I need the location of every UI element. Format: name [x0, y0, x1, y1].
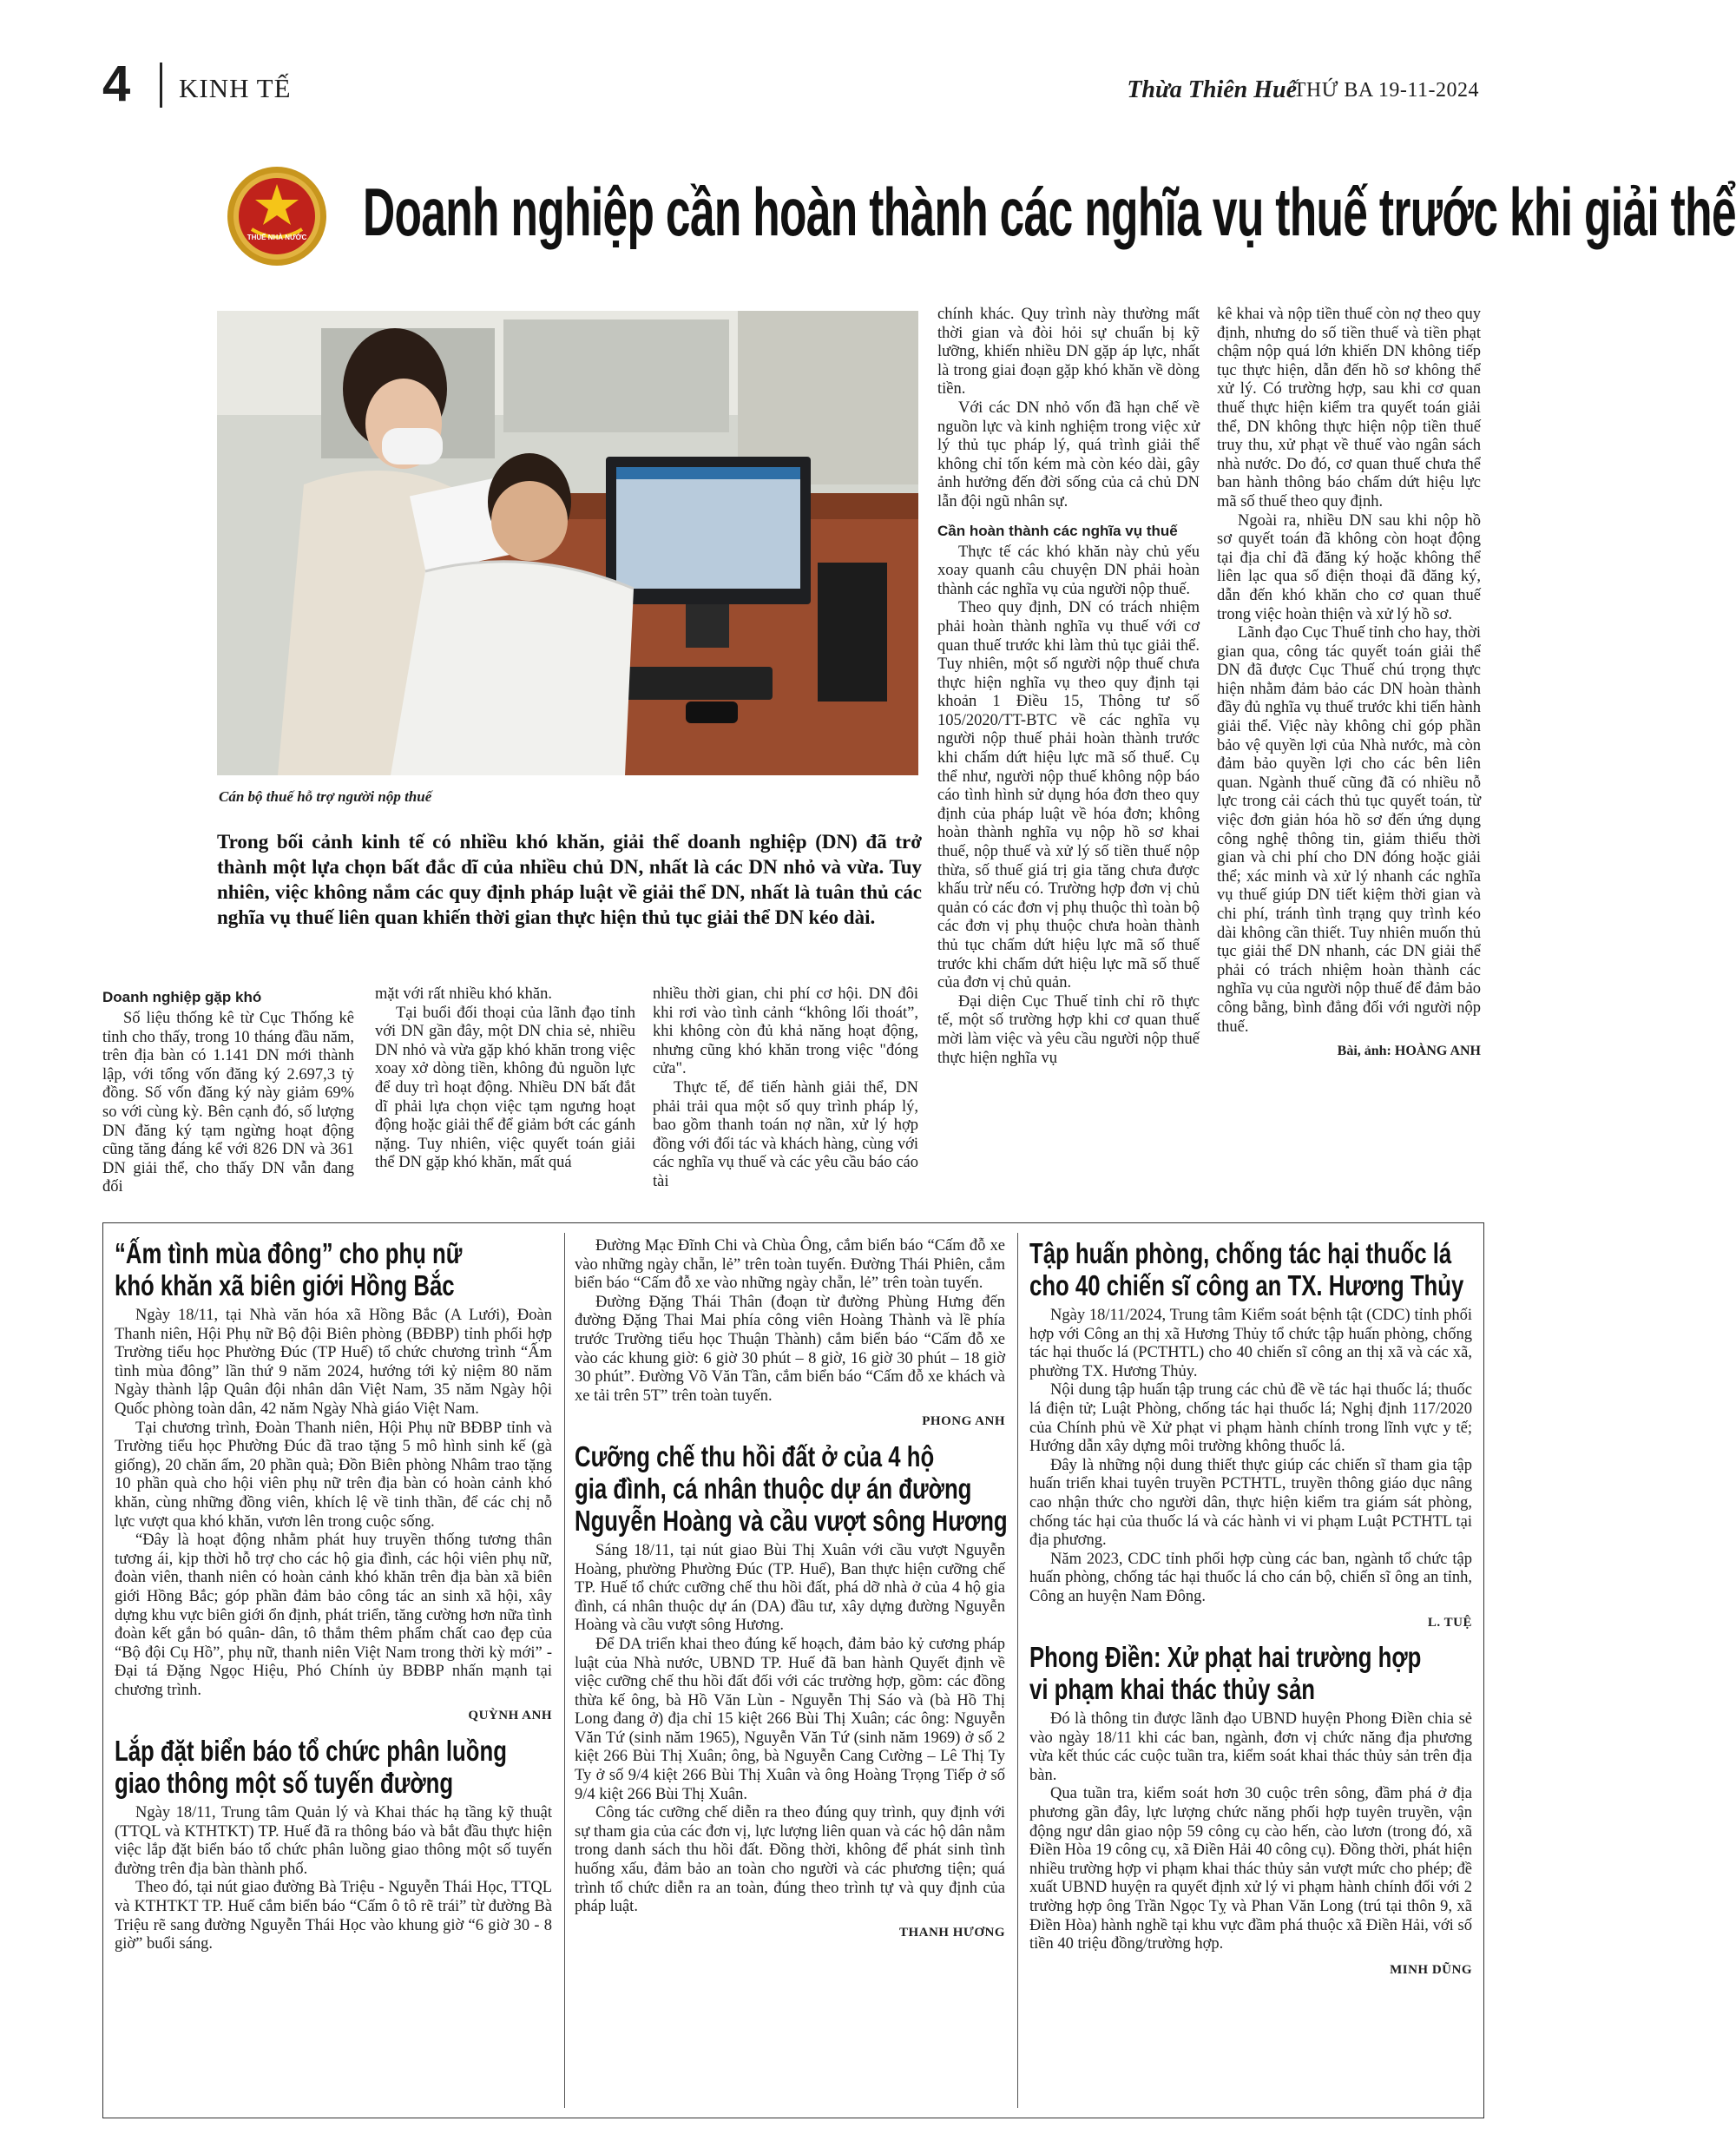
- story-title-5: Phong Điền: Xử phạt hai trường hợp vi phạm khai thác thủy sản: [1029, 1641, 1422, 1706]
- story-title-2: Lắp đặt biển báo tổ chức phân luồng giao thông một số tuyến đường: [115, 1735, 507, 1800]
- paragraph: Lãnh đạo Cục Thuế tỉnh cho hay, thời gian qua, công tác quyết toán giải thể DN đã được Cục Thuế chú trọng thực hiện nhằm đảm bảo các DN hoàn thành đầy đủ nghĩa vụ thuế trước khi tiến hành giải thể. Việc này không chỉ góp phần bảo vệ quyền lợi của Nhà nước, mà còn đảm bảo quyền lợi cho các bên liên quan. Ngành thuế cũng đã có nhiều nỗ lực trong cải cách thủ tục quyết toán, từ việc đơn giản hóa hồ sơ đến ứng dụng công nghệ thông tin, giảm thiểu thời gian và chi phí cho DN đóng hoặc giải thể; xác minh và xử lý nhanh các nghĩa vụ thuế giúp DN tiết kiệm thời gian và chi phí, tránh tình trạng quy trình kéo dài không cần thiết. Tuy nhiên muốn thủ tục giải thể DN nhanh, các DN giải thể phải có trách nhiệm hoàn thành các nghĩa vụ của người nộp thuế để đảm bảo công bằng, bình đẳng đối với người nộp thuế.: [1217, 624, 1481, 1036]
- headline: Doanh nghiệp cần hoàn thành các nghĩa vụ thuế trước khi giải thể: [363, 174, 1736, 250]
- paragraph: Đường Mạc Đĩnh Chi và Chùa Ông, cắm biển báo “Cấm đỗ xe vào những ngày chẵn, lẻ” trên toàn tuyến. Đường Thái Phiên, cắm biển báo “Cấm đỗ xe vào những ngày chẵn, lẻ” trên toàn tuyến.: [575, 1237, 1005, 1293]
- paragraph: Thực tế, để tiến hành giải thể, DN phải trải qua một số quy trình pháp lý, bao gồm thanh toán nợ nần, xử lý hợp đồng với đối tác và khách hàng, cùng với các nghĩa vụ thuế và các yêu cầu báo cáo tài: [653, 1078, 918, 1190]
- paragraph: kê khai và nộp tiền thuế còn nợ theo quy định, nhưng do số tiền thuế và tiền phạt chậm nộp quá lớn khiến DN không tiếp tục thực hiện, dẫn đến hồ sơ không thể xử lý. Có trường hợp, sau khi cơ quan thuế thực hiện kiểm tra quyết toán giải thể, DN không thực hiện nộp tiền thuế truy thu, xử phạt về thuế vào ngân sách nhà nước. Do đó, cơ quan thuế chưa thể ban hành thông báo chấm dứt hiệu lực mã số thuế theo quy định.: [1217, 306, 1481, 511]
- paragraph: Với các DN nhỏ vốn đã hạn chế về nguồn lực và kinh nghiệm trong việc xử lý thủ tục pháp lý, quá trình giải thể không chỉ tốn kém mà còn kéo dài, gây ảnh hưởng đến đời sống của cả chủ DN lẫn đội ngũ nhân sự.: [937, 399, 1200, 511]
- paragraph: Sáng 18/11, tại nút giao Bùi Thị Xuân với cầu vượt Nguyễn Hoàng, phường Phường Đúc (TP. Huế), Ban thực hiện cưỡng chế TP. Huế tổ chức cưỡng chế thu hồi đất, phá dỡ nhà ở của 4 hộ gia đình, cá nhân thuộc dự án (DA) đầu tư, xây dựng đường Nguyễn Hoàng và cầu vượt sông Hương.: [575, 1541, 1005, 1635]
- paragraph: Theo quy định, DN có trách nhiệm phải hoàn thành nghĩa vụ thuế với cơ quan thuế trước khi làm thủ tục giải thể. Tuy nhiên, một số người nộp thuế chưa thực hiện nghĩa vụ theo quy định tại khoản 1 Điều 15, Thông tư số 105/2020/TT-BTC về các nghĩa vụ người nộp thuế phải hoàn thành trước khi chấm dứt hiệu lực mã số thuế. Cụ thể như, người nộp thuế không nộp báo cáo tình hình sử dụng hóa đơn theo quy định của pháp luật về hóa đơn; không hoàn thành nghĩa vụ nộp hồ sơ khai thuế, nộp thuế và xử lý số tiền thuế nộp thừa, số thuế giá trị gia tăng chưa được khấu trừ nếu có. Trường hợp đơn vị chủ quản có các đơn vị phụ thuộc thì toàn bộ các đơn vị phụ thuộc chưa hoàn thành thủ tục chấm dứt hiệu lực mã số thuế trước khi chấm dứt hiệu lực mã số thuế của đơn vị chủ quản.: [937, 599, 1200, 992]
- page-number: 4: [102, 56, 131, 112]
- story-byline-5: MINH DŨNG: [1390, 1962, 1472, 1977]
- paragraph: Công tác cưỡng chế diễn ra theo đúng quy trình, quy định với sự tham gia của các đơn vị, lực lượng liên quan và các hộ dân nằm trong danh sách thu hồi đất. Đồng thời, không để phát sinh tình huống xấu, đảm bảo an toàn cho người và các phương tiện; quá trình tổ chức diễn ra an toàn, đúng theo trình tự và quy định của pháp luật.: [575, 1804, 1005, 1916]
- subheading-1: Doanh nghiệp gặp khó: [102, 989, 262, 1005]
- story-byline-3: THANH HƯƠNG: [898, 1925, 1005, 1940]
- article-column-2: [375, 985, 635, 1173]
- story-byline-1: QUỲNH ANH: [468, 1709, 552, 1723]
- paragraph: chính khác. Quy trình này thường mất thời gian và đòi hỏi sự chuẩn bị kỹ lưỡng, khiến nhiều DN gặp áp lực, nhất là trong giai đoạn gặp khó khăn về dòng tiền.: [937, 306, 1200, 399]
- article-credit: Bài, ảnh: HOÀNG ANH: [1337, 1044, 1481, 1059]
- story-title-3: Cưỡng chế thu hồi đất ở của 4 hộ gia đình, cá nhân thuộc dự án đường Nguyễn Hoàng và cầu vượt sông Hương: [575, 1439, 1008, 1537]
- paragraph: Tại chương trình, Đoàn Thanh niên, Hội Phụ nữ BĐBP tỉnh và Trường tiểu học Phường Đúc đã trao tặng 5 mô hình sinh kế (gà giống), 20 chăn ấm, 20 phần quà; Đồn Biên phòng Nhâm trao tặng 10 phần quà cho hội viên phụ nữ trên địa bàn có hoàn cảnh khó khăn, cùng những đồng viên, khích lệ về tinh thần, để các chị nỗ lực vượt qua khó khăn, vươn lên trong cuộc sống.: [115, 1419, 552, 1531]
- story-title-4: Tập huấn phòng, chống tác hại thuốc lá cho 40 chiến sĩ công an TX. Hương Thủy: [1029, 1237, 1464, 1301]
- news-column-middle: [575, 1237, 1008, 1951]
- logo-text: THUẾ NHÀ NƯỚC: [247, 234, 307, 241]
- paragraph: Ngày 18/11, Trung tâm Quản lý và Khai thác hạ tầng kỹ thuật (TTQL và KTHTKT) TP. Huế đã ra thông báo và bắt đầu thực hiện việc lắp đặt biển báo tổ chức phân luồng giao thông một số tuyến đường trên địa bàn thành phố.: [115, 1804, 552, 1878]
- story-byline-2: PHONG ANH: [922, 1414, 1005, 1429]
- publication-date: THỨ BA 19-11-2024: [1292, 79, 1479, 102]
- paragraph: “Đây là hoạt động nhằm phát huy truyền thống tương thân tương ái, kịp thời hỗ trợ cho các hộ gia đình, các hội viên phụ nữ, đoàn viên, thanh niên có hoàn cảnh khó khăn trên địa bàn xã biên giới Hồng Bắc; góp phần đảm bảo công tác an sinh xã hội, xây dựng khu vực biên giới ổn định, phát triển, tăng cường hơn nữa tình đoàn kết gắn bó quân- dân, tô thắm thêm phẩm chất cao đẹp của “Bộ đội Cụ Hồ”, phụ nữ, thanh niên Việt Nam trong thời kỳ mới” - Đại tá Đặng Ngọc Hiệu, Phó Chính ủy BĐBP nhấn mạnh tại chương trình.: [115, 1532, 552, 1699]
- article-column-4: [937, 306, 1200, 1068]
- article-photo: [217, 311, 918, 775]
- tax-department-logo-icon: [226, 165, 328, 267]
- paragraph: Đại diện Cục Thuế tỉnh chỉ rõ thực tế, một số trường hợp khi cơ quan thuế mời làm việc và yêu cầu người nộp thuế thực hiện nghĩa vụ: [937, 992, 1200, 1067]
- paragraph: Năm 2023, CDC tỉnh phối hợp cùng các ban, ngành tổ chức tập huấn phòng, chống tác hại thuốc lá cho cán bộ, chiến sĩ ông an tỉnh, Công an huyện Nam Đông.: [1029, 1550, 1472, 1605]
- publication-name: Thừa Thiên Huế: [1127, 76, 1297, 103]
- paragraph: Thực tế các khó khăn này chủ yếu xoay quanh câu chuyện DN phải hoàn thành các nghĩa vụ của người nộp thuế.: [937, 543, 1200, 598]
- news-column-left: [115, 1237, 552, 1954]
- column-divider: [564, 1233, 565, 2108]
- story-byline-4: L. TUỆ: [1427, 1615, 1472, 1630]
- paragraph: Ngoài ra, nhiều DN sau khi nộp hồ sơ quyết toán đã không còn hoạt động tại địa chỉ đã đăng ký hoặc không thể liên lạc qua số điện thoại đã đăng ký, dẫn đến khó khăn cho cơ quan thuế trong việc hoàn thiện và xử lý hồ sơ.: [1217, 511, 1481, 623]
- paragraph: Để DA triển khai theo đúng kế hoạch, đảm bảo kỷ cương pháp luật của Nhà nước, UBND TP. Huế đã ban hành Quyết định về việc cưỡng chế thu hồi đất đối với các trường hợp, gồm: các đồng thừa kế ông, bà Hồ Văn Lùn - Nguyễn Thị Sáo và (bà Hồ Thị Long đang ở) địa chỉ 15 kiệt 266 Bùi Thị Xuân; các ông: Nguyễn Văn Tứ (sinh năm 1965), Nguyễn Văn Tứ (sinh năm 1969) ở số 2 kiệt 266 Bùi Thị Xuân; ông, bà Nguyễn Cang Cường – Lê Thị Ty Ty ở số 9/4 kiệt 266 Bùi Thị Xuân và ông Hoàng Trọng Tiếp ở số 9/4 kiệt 266 Bùi Thị Xuân.: [575, 1635, 1005, 1803]
- paragraph: Qua tuần tra, kiểm soát hơn 30 cuộc trên sông, đầm phá ở địa phương gần đây, lực lượng chức năng phối hợp tuyên truyền, vận động ngư dân giao nộp 59 công cụ cào hến, cào lươn (trong đó, xã Điền Hòa 19 công cụ, xã Điền Hải 40 công cụ). Đồng thời, phát hiện nhiều trường hợp vi phạm khai thác thủy sản vượt mức cho phép; đề xuất UBND huyện ra quyết định xử lý vi phạm hành chính đối với 2 trường hợp ông Trần Ngọc Tỵ và Phan Văn Long (trú tại thôn 9, xã Điền Hòa) hành nghề tại khu vực đầm phá thuộc xã Điền Hải, với số tiền 40 triệu đồng/trường hợp.: [1029, 1785, 1472, 1953]
- paragraph: Ngày 18/11, tại Nhà văn hóa xã Hồng Bắc (A Lưới), Đoàn Thanh niên, Hội Phụ nữ Bộ đội Biên phòng (BĐBP) tỉnh phối hợp Trường tiểu học Phường Đúc (TP Huế) tổ chức chương trình “Ấm tình mùa đông” lần thứ 9 năm 2024, hướng tới kỷ niệm 80 năm Ngày thành lập Quân đội nhân dân Việt Nam, 35 năm Ngày hội Quốc phòng toàn dân, 42 năm Ngày Nhà giáo Việt Nam.: [115, 1307, 552, 1418]
- story-title-1: “Ấm tình mùa đông” cho phụ nữ khó khăn xã biên giới Hồng Bắc: [115, 1237, 463, 1301]
- paragraph: Ngày 18/11/2024, Trung tâm Kiểm soát bệnh tật (CDC) tỉnh phối hợp với Công an thị xã Hương Thủy tổ chức tập huấn phòng, chống tác hại thuốc lá (PCTHTL) cho 40 chiến sĩ công an thị xã và các xã, phường TX. Hương Thủy.: [1029, 1307, 1472, 1380]
- article-column-3: [653, 985, 918, 1192]
- photo-caption: Cán bộ thuế hỗ trợ người nộp thuế: [219, 788, 432, 805]
- section-name: KINH TẾ: [179, 73, 292, 103]
- paragraph: nhiều thời gian, chi phí cơ hội. DN đôi khi rơi vào tình cảnh “không lối thoát”, khi không còn đủ khả năng hoạt động, nhưng cũng khó khăn trong việc "đóng cửa".: [653, 985, 918, 1078]
- paragraph: mặt với rất nhiều khó khăn.: [375, 985, 552, 1003]
- article-column-1: [102, 985, 354, 1197]
- masthead: [102, 54, 1479, 115]
- subheading-2: Cần hoàn thành các nghĩa vụ thuế: [937, 522, 1178, 539]
- paragraph: Đây là những nội dung thiết thực giúp các chiến sĩ tham gia tập huấn triển khai tuyên truyền PCTHTL, truyền thông giáo dục nâng cao nhận thức cho người dân, thực hiện kiểm tra giám sát phòng, chống tác hại của thuốc lá và các hành vi vi phạm Luật PCTHTL tại địa phương.: [1029, 1456, 1472, 1550]
- article-column-5: [1217, 306, 1481, 1061]
- paragraph: Nội dung tập huấn tập trung các chủ đề về tác hại thuốc lá; thuốc lá điện tử; Luật Phòng, chống tác hại thuốc lá; Nghị định 117/2020 của Chính phủ về Xử phạt vi phạm hành chính trong lĩnh vực y tế; Hướng dẫn xây dựng môi trường không thuốc lá.: [1029, 1381, 1472, 1456]
- paragraph: Đường Đặng Thái Thân (đoạn từ đường Phùng Hưng đến đường Đặng Thai Mai phía công viên Hoàng Thành và lề phía trước Trường tiểu học Thuận Thành) cắm biển báo “Cấm đỗ xe vào các khung giờ: 6 giờ 30 phút – 8 giờ, 16 giờ 30 phút – 18 giờ 30 phút”. Đường Võ Văn Tần, cắm biển báo “Cấm đỗ xe khách và xe tải trên 5T” trên toàn tuyến.: [575, 1293, 1005, 1405]
- masthead-divider: [160, 63, 162, 108]
- article-lead: Trong bối cảnh kinh tế có nhiều khó khăn, giải thể doanh nghiệp (DN) đã trở thành một lựa chọn bất đắc dĩ của nhiều chủ DN, nhất là các DN nhỏ và vừa. Tuy nhiên, việc không nắm các quy định pháp luật về giải thể DN, nhất là tuân thủ các nghĩa vụ thuế liên quan khiến thời gian thực hiện thủ tục giải thể DN kéo dài.: [217, 831, 922, 928]
- column-divider: [1017, 1233, 1018, 2108]
- paragraph: Theo đó, tại nút giao đường Bà Triệu - Nguyễn Thái Học, TTQL và KTHTKT TP. Huế cắm biển báo “Cấm ô tô rẽ trái” từ đường Bà Triệu rẽ sang đường Nguyễn Thái Học vào khung giờ “6 giờ 30 - 8 giờ” buổi sáng.: [115, 1879, 552, 1953]
- paragraph: Tại buổi đối thoại của lãnh đạo tỉnh với DN gần đây, một DN chia sẻ, nhiều DN nhỏ và vừa gặp khó khăn trong việc xoay xở dòng tiền, không đủ nguồn lực để duy trì hoạt động. Nhiều DN bất đắt dĩ phải lựa chọn việc tạm ngưng hoạt động hoặc giải thể để giảm bớt các gánh nặng. Tuy nhiên, việc quyết toán giải thể DN gặp khó khăn, mất quá: [375, 1004, 635, 1172]
- news-column-right: [1029, 1237, 1472, 1988]
- paragraph: Đó là thông tin được lãnh đạo UBND huyện Phong Điền chia sẻ vào ngày 18/11 khi các ban, ngành, đơn vị chức năng địa phương vừa kết thúc các cuộc tuần tra, kiểm soát khai thác thủy sản trên địa bàn.: [1029, 1710, 1472, 1784]
- paragraph: Số liệu thống kê từ Cục Thống kê tỉnh cho thấy, trong 10 tháng đầu năm, trên địa bàn có 1.141 DN mới thành lập, với tổng vốn đăng ký 2.697,3 tỷ đồng. Số vốn đăng ký này giảm 69% so với cùng kỳ. Bên cạnh đó, số lượng DN đăng ký tạm ngừng hoạt động cũng tăng đáng kể với 826 DN và 361 DN giải thể, cho thấy DN vẫn đang đối: [102, 1010, 354, 1196]
